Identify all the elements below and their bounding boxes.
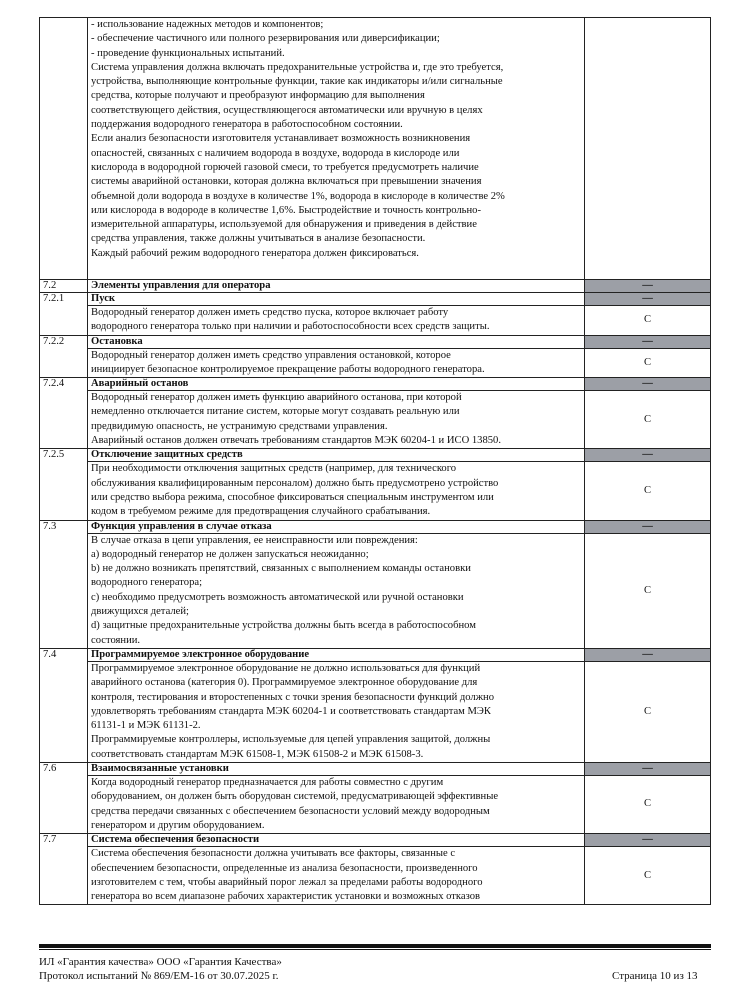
section-text-line: обеспечением безопасности, определенные из анализа безопасности, произведенного [91,862,478,874]
section-text-line: Система обеспечения безопасности должна учитывать все факторы, связанные с [91,848,456,860]
section-text-line: Программируемое электронное оборудование не должно использоваться для функций [91,662,481,674]
intro-text-line: Система управления должна включать предохранительные устройства и, где это требуется, [91,61,504,73]
compliance-result: С [585,776,711,834]
intro-text-line: кислорода в водородной горючей газовой смеси, то требуется предусмотреть наличие [91,161,479,173]
section-number: 7.7 [40,834,88,905]
section-number: 7.2 [40,280,88,293]
section-number: 7.4 [40,648,88,762]
section-text-line: а) водородный генератор не должен запускаться неожиданно; [91,548,369,560]
footer-protocol: Протокол испытаний № 869/ЕМ-16 от 30.07.2025 г. [39,970,279,982]
section-text [88,661,585,762]
not-applicable-mark: — [585,280,711,293]
page-number: Страница 10 из 13 [612,970,698,982]
section-title: Отключение защитных средств [88,449,585,462]
section-header-row [40,335,711,348]
section-text-line: Аварийный останов должен отвечать требованиям стандартов МЭК 60204-1 и ИСО 13850. [91,435,502,447]
section-title: Остановка [88,335,585,348]
section-title: Элементы управления для оператора [88,280,585,293]
intro-text-line: соответствующего действия, осуществляющегося автоматически или вручную в целях [91,104,483,116]
intro-text-line: или кислорода в водороде в количестве 1,6%. Быстродействие и точность контрольно- [91,204,482,216]
section-text-line: обслуживания квалифицированным персоналом) должно быть предусмотрено устройство [91,477,499,489]
section-text-line: Водородный генератор должен иметь функцию аварийного останова, при которой [91,392,462,404]
intro-text-line: опасностей, связанных с наличием водорода в воздухе, водорода в кислороде или [91,147,460,159]
section-text-line: изготовителем с тем, чтобы аварийный порог лежал за пределами работы водородного [91,876,483,888]
section-text-line: удовлетворять требованиям стандарта МЭК 60204-1 и соответствовать стандартам МЭК [91,705,491,717]
intro-result-cell [585,18,711,280]
section-body-row [40,661,711,762]
not-applicable-mark: — [585,293,711,306]
section-text-line: с) необходимо предусмотреть возможность автоматической или ручной остановки [91,591,464,603]
intro-text-line: системы аварийной остановки, которая должна включаться при превышении значения [91,176,482,188]
section-text-line: немедленно отключается питание систем, которые могут создавать реальную или [91,406,460,418]
not-applicable-mark: — [585,378,711,391]
section-title: Программируемое электронное оборудование [88,648,585,661]
section-number: 7.2.4 [40,378,88,449]
compliance-result: С [585,462,711,520]
compliance-result: С [585,306,711,336]
section-title: Аварийный останов [88,378,585,391]
section-text-line: движущихся деталей; [91,606,189,618]
section-text-line: b) не должно возникать препятствий, связанных с выполнением команды остановки [91,563,471,575]
intro-row [40,18,711,280]
section-text-line: При необходимости отключения защитных средств (например, для технического [91,463,457,475]
not-applicable-mark: — [585,648,711,661]
intro-text-line: Каждый рабочий режим водородного генератора должен фиксироваться. [91,247,419,259]
section-text-line: генератора во всем диапазоне рабочих характеристик установки и возможных отказов [91,891,481,903]
section-text-line: 61131-1 и МЭК 61131-2. [91,720,201,732]
section-title: Система обеспечения безопасности [88,834,585,847]
section-text [88,776,585,834]
section-title: Функция управления в случае отказа [88,520,585,533]
section-text-line: Когда водородный генератор предназначается для работы совместно с другим [91,777,444,789]
intro-text-line: средства управления, также должны учитываться в анализе безопасности. [91,233,426,245]
section-number: 7.6 [40,763,88,834]
section-body-row [40,391,711,449]
compliance-result: С [585,533,711,648]
footer-org: ИЛ «Гарантия качества» ООО «Гарантия Качества» [39,956,282,968]
compliance-result: С [585,661,711,762]
section-header-row [40,449,711,462]
intro-text-line: - использование надежных методов и компонентов; [91,19,324,30]
section-text [88,533,585,648]
section-text-line: водородного генератора только при наличии и работоспособности всех средств защиты. [91,321,490,333]
section-body-row [40,348,711,378]
section-body-row [40,533,711,648]
requirements-table-body [40,18,711,905]
section-title: Пуск [88,293,585,306]
section-text-line: водородного генератора; [91,577,203,589]
section-text [88,391,585,449]
section-text-line: Программируемые контроллеры, используемые для цепей управления защитой, должны [91,734,491,746]
section-header-row [40,378,711,391]
section-number: 7.2.5 [40,449,88,520]
intro-text-line: Если анализ безопасности изготовителя устанавливает возможность возникновения [91,133,471,145]
section-text-line: контроля, тестирования и второстепенных с точки зрения безопасности функций должно [91,691,495,703]
section-header-row [40,834,711,847]
section-text-line: предвидимую опасность, не устранимую средствами управления. [91,420,388,432]
section-text-line: генератором и другим оборудованием. [91,819,265,831]
compliance-result: С [585,348,711,378]
not-applicable-mark: — [585,763,711,776]
section-body-row [40,462,711,520]
section-text-line: инициирует безопасное контролируемое прекращение работы водородного генератора. [91,363,485,375]
not-applicable-mark: — [585,834,711,847]
intro-number-cell [40,18,88,280]
intro-text-line: объемной доли водорода в воздухе в количестве 1%, водорода в кислороде в количестве 2% [91,190,505,202]
footer-divider-thin [39,949,711,950]
section-text-line: В случае отказа в цепи управления, ее неисправности или повреждения: [91,534,418,546]
section-header-row [40,648,711,661]
section-title: Взаимосвязанные установки [88,763,585,776]
section-number: 7.2.1 [40,293,88,336]
intro-text-line: средства, которые получают и преобразуют информацию для выполнения [91,90,425,102]
section-text-line: аварийного останова (категория 0). Программируемое электронное оборудование для [91,677,478,689]
section-text-line: оборудованием, он должен быть оборудован системой, предусматривающей эффективные [91,791,499,803]
section-text-line: Водородный генератор должен иметь средство пуска, которое включает работу [91,307,449,318]
section-header-row [40,520,711,533]
requirements-table [39,17,711,905]
section-text [88,847,585,905]
intro-text-line: устройства, выполняющие контрольные функции, такие как индикаторы и/или сигнальные [91,76,503,88]
section-header-row [40,763,711,776]
section-header-row [40,293,711,306]
not-applicable-mark: — [585,520,711,533]
footer-left [39,955,282,983]
compliance-result: С [585,391,711,449]
section-text [88,462,585,520]
section-text-line: соответствовать стандартам МЭК 61508-1, МЭК 61508-2 и МЭК 61508-3. [91,748,424,760]
section-text-line: состоянии. [91,634,141,646]
intro-text-line: - проведение функциональных испытаний. [91,47,285,59]
section-text [88,348,585,378]
intro-text-line: поддержания водородного генератора в работоспособном состоянии. [91,119,403,131]
intro-text-line: измерительной аппаратуры, используемой для обнаружения и приведения в действие [91,219,477,231]
section-text [88,306,585,336]
section-text-line: или средство выбора режима, способное фиксироваться специальным инструментом или [91,491,494,503]
section-text-line: средства передачи связанных с обеспечением безопасности условий между водородным [91,805,490,817]
intro-text-cell [88,18,585,280]
section-body-row [40,306,711,336]
section-number: 7.2.2 [40,335,88,378]
section-header-row [40,280,711,293]
not-applicable-mark: — [585,449,711,462]
section-text-line: d) защитные предохранительные устройства должны быть всегда в работоспособном [91,620,476,632]
section-body-row [40,776,711,834]
section-text-line: Водородный генератор должен иметь средство управления остановкой, которое [91,349,451,361]
section-body-row [40,847,711,905]
not-applicable-mark: — [585,335,711,348]
section-number: 7.3 [40,520,88,648]
intro-text-line: - обеспечение частичного или полного резервирования или диверсификации; [91,33,440,45]
compliance-result: С [585,847,711,905]
footer-divider [39,944,711,948]
section-text-line: кодом в требуемом режиме для предотвращения случайного срабатывания. [91,506,431,518]
